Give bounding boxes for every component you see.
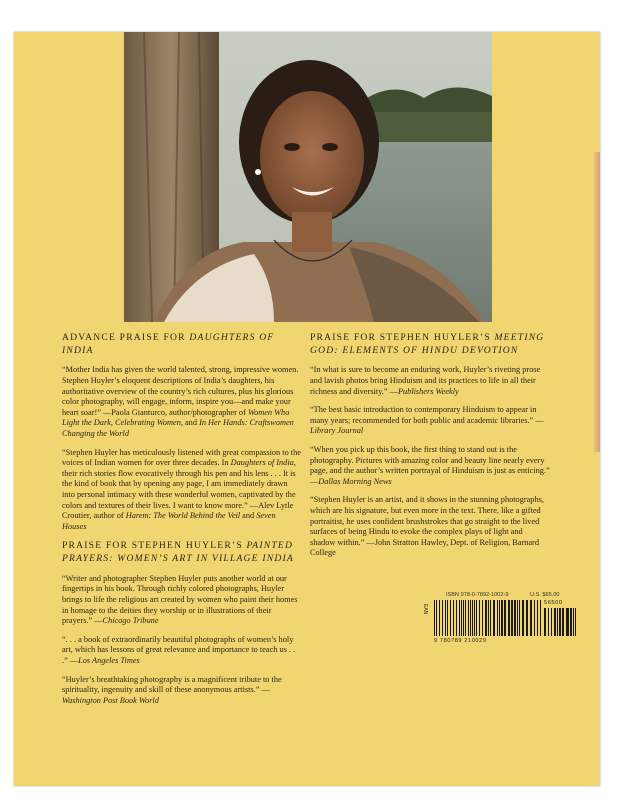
barcode-stripe [551,608,552,636]
barcode-stripe [508,600,510,636]
barcode-stripe [504,600,505,636]
heading-title: MEETING GOD: ELEMENTS OF HINDU DEVOTION [310,332,545,356]
barcode-stripe [476,600,478,636]
quote-text: , their rich stories flow evocatively through his pen and his lens . . . It is the kind of book that by opening any page, I am immediately drawn into personal intimacy with these wonderful women, captivated by the colors and textures of their lives. I want to know more.” —Alev Lytle Croutier, author of [62,458,296,521]
quote-attribution-title: Harem: The World Behind the Veil [125,511,241,521]
ean-label: EAN [422,604,428,615]
barcode-stripe [461,600,462,636]
barcode-addon-number: 56500 [544,600,563,606]
barcode-stripe [490,600,491,636]
praise-quote [310,445,550,487]
barcode-stripe [439,600,441,636]
barcode-stripe [548,608,549,636]
barcode-stripe [479,600,480,636]
praise-quote [62,635,302,667]
quote-text: “. . . a book of extraordinarily beautiful photographs of women’s holy art, which has lessons of great relevance and importance to teach us . . .” — [62,634,296,666]
praise-quote [62,448,302,533]
praise-quote [62,365,302,439]
quote-book-title: Daughters of India [230,458,294,468]
barcode-stripe [570,608,572,636]
barcode-stripe [522,600,524,636]
barcode-stripe [465,600,466,636]
quote-attribution-title: In Her Hands: Craftswomen Changing the World [62,418,294,438]
quote-text: “Mother India has given the world talented, strong, impressive women. Stephen Huyler’s eloquent descriptions of India’s daughters, his authoritative overview of the country’s rich cultures, plus his glorious color photography, will engage, inform, inspire you—and make your heart soar!” —Paola Gianturco, author/photographer of [62,365,299,417]
barcode-stripe [514,600,516,636]
quote-text: “In what is sure to become an enduring work, Huyler’s riveting prose and lavish photos bring Hinduism and its practices to life in all their richness and diversity.” — [310,365,541,396]
quote-text-connector: and [240,511,257,521]
quote-source: Library Journal [310,426,364,436]
barcode-stripe [470,600,472,636]
barcode-stripe [456,600,458,636]
section-heading-daughters-of-india [62,332,302,357]
heading-prefix: ADVANCE PRAISE FOR [62,332,190,343]
barcode-stripe [562,608,564,636]
quote-text: “Stephen Huyler is an artist, and it shows in the stunning photographs, which are his signature, but even more in the text. There, like a gifted portraitist, he uses confident brushstrokes that go straight to the lived surfaces of being Hindu to evoke the complex plays of light and shadow within.” —John Stratton Hawley, Dept. of Religion, Barnard College [310,495,544,558]
price-text: U.S. $65.00 [530,592,560,598]
barcode-bars [434,600,542,636]
barcode-stripe [445,600,446,636]
barcode-stripe [499,600,500,636]
barcode-stripe [447,600,449,636]
barcode-stripe [442,600,443,636]
barcode-stripe [534,600,535,636]
section-heading-painted-prayers [62,540,302,565]
barcode-addon-bars [544,608,578,636]
barcode-stripe [472,600,473,636]
author-photo [124,32,492,322]
barcode-stripe [512,600,513,636]
barcode-stripe [463,600,465,636]
cover-edge [594,152,600,452]
barcode-stripe [468,600,469,636]
barcode-stripe [537,600,538,636]
quote-text: “Huyler’s breathtaking photography is a magnificent tribute to the spirituality, ingenuity and skill of these anonymous artists.” — [62,674,282,695]
barcode-stripe [526,600,527,636]
barcode-stripe [519,600,520,636]
author-photo-illustration [124,32,492,322]
barcode-stripe [559,608,560,636]
barcode-stripe [453,600,454,636]
barcode-stripe [575,608,576,636]
barcode-stripe [511,600,512,636]
quote-text: “The best basic introduction to contemporary Hinduism to appear in many years; recommended for both public and academic libraries.” — [310,405,544,425]
barcode-stripe [567,608,568,636]
heading-prefix: PRAISE FOR STEPHEN HUYLER’S [62,540,247,552]
barcode-stripe [482,600,483,636]
quote-text-connector: and [182,418,200,428]
barcode-stripe [517,600,518,636]
barcode-stripe [554,608,556,636]
barcode-stripe [459,600,460,636]
quote-text: “Stephen Huyler has meticulously listened with great compassion to the voices of Indian women for over three decades. In [62,447,301,468]
praise-quote [310,495,550,559]
barcode-stripe [488,600,489,636]
barcode-stripe [557,608,558,636]
praise-quote [310,365,550,397]
quote-attribution-title: Women Who Light the Dark, Celebrating Women, [62,407,290,428]
barcode-stripe [566,608,567,636]
barcode-stripe [530,600,532,636]
right-column [310,332,550,567]
barcode-number: 9 780789 210029 [434,638,487,644]
barcode-stripe [540,600,542,636]
praise-quote [310,405,550,437]
quote-source: Los Angeles Times [78,656,140,666]
barcode-stripe [485,600,487,636]
barcode-stripe [501,600,503,636]
barcode-stripe [474,600,475,636]
barcode-stripe [497,600,498,636]
barcode-stripe [434,600,435,636]
heading-title: DAUGHTERS OF INDIA [62,332,275,356]
isbn-text: ISBN 978-0-7892-1002-9 [446,592,509,598]
book-back-cover [14,32,600,786]
quote-text: “Writer and photographer Stephen Huyler puts another world at our fingertips in his book. Through richly colored photographs, Huyler brings to life the religious art created by women who paint their homes in homage to the deities they worship or in illustrations of their prayers.” — [62,573,298,626]
barcode-stripe [527,600,528,636]
barcode-stripe [493,600,495,636]
praise-quote [62,574,302,627]
barcode-stripe [450,600,451,636]
barcode-stripe [544,608,546,636]
barcode-stripe [436,600,437,636]
quote-source: Dallas Morning News [318,476,392,486]
quote-source: Publishers Weekly [397,386,459,396]
barcode-stripe [505,600,506,636]
heading-title: PAINTED PRAYERS: WOMEN’S ART IN VILLAGE INDIA [62,540,294,565]
quote-attribution-title: Seven Houses [62,511,276,531]
praise-quote [62,675,302,707]
section-heading-meeting-god [310,332,550,357]
quote-source: Washington Post Book World [62,695,159,705]
left-column [62,332,302,714]
heading-prefix: PRAISE FOR STEPHEN HUYLER’S [310,332,495,343]
barcode-stripe [573,608,574,636]
quote-text: “When you pick up this book, the first thing to stand out is the photography. Pictures with amazing color and beauty line nearly every page, and the author’s written portrayal of Hinduism is just as enticing.” — [310,444,550,486]
quote-source: Chicago Tribune [102,616,159,626]
